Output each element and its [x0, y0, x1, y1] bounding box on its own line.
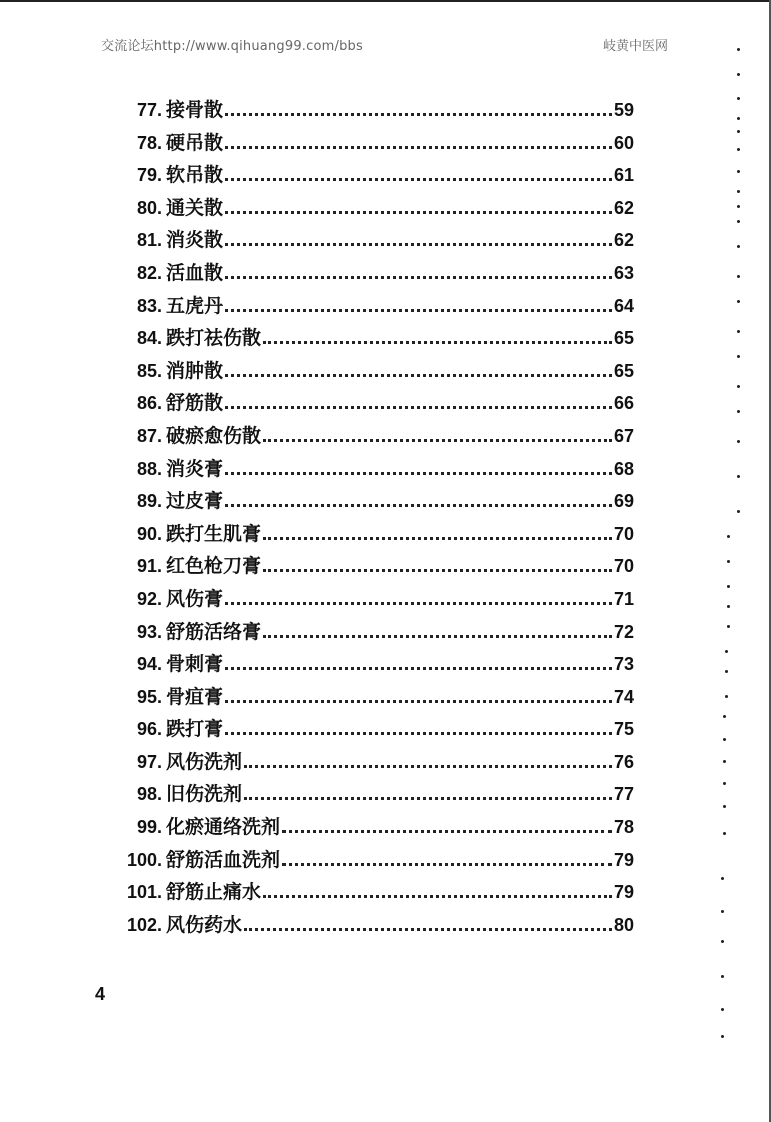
scan-speck: [737, 48, 740, 51]
scan-speck: [723, 760, 726, 763]
toc-entry: [100, 845, 640, 878]
toc-entry-title: 舒筋散: [166, 392, 224, 415]
scan-speck: [737, 220, 740, 223]
toc-entry-title: 舒筋活络膏: [166, 620, 262, 643]
toc-entry-title: 舒筋活血洗剂: [166, 848, 281, 871]
toc-entry-number: 84.: [136, 328, 162, 349]
toc-dot-leader: [225, 275, 612, 279]
toc-entry-number: 77.: [136, 100, 162, 120]
toc-entry-number: 81.: [136, 230, 162, 251]
toc-entry-number: 100.: [126, 849, 162, 870]
toc-dot-leader: [225, 666, 612, 670]
scan-speck: [723, 782, 726, 785]
toc-entry-number: 96.: [136, 719, 162, 740]
toc-dot-leader: [282, 862, 612, 866]
toc-entry-page: 76: [614, 751, 635, 772]
toc-entry: [100, 584, 640, 617]
toc-entry: [100, 258, 640, 291]
toc-entry-number: 80.: [136, 197, 162, 218]
toc-entry: [100, 812, 640, 845]
toc-entry-number: 94.: [136, 654, 162, 675]
toc-entry-title: 跌打生肌膏: [166, 522, 262, 545]
toc-entry-number: 79.: [136, 165, 162, 186]
toc-entry-number: 82.: [136, 262, 162, 283]
scan-speck: [721, 940, 724, 943]
scan-speck: [737, 475, 740, 478]
toc-entry: [100, 877, 640, 910]
toc-entry-title: 破瘀愈伤散: [166, 424, 262, 447]
toc-dot-leader: [225, 503, 612, 507]
toc-dot-leader: [225, 601, 612, 605]
toc-entry-number: 98.: [136, 784, 162, 805]
toc-dot-leader: [244, 927, 612, 931]
toc-entry: [100, 519, 640, 552]
toc-entry-title: 风伤膏: [166, 587, 224, 610]
toc-entry-title: 骨疽膏: [166, 685, 224, 708]
toc-entry-page: 70: [614, 523, 635, 544]
toc-entry-number: 86.: [136, 393, 162, 414]
toc-entry-title: 舒筋止痛水: [166, 881, 262, 904]
toc-entry-page: 61: [614, 165, 635, 186]
toc-entry: [100, 323, 640, 356]
scan-speck: [727, 535, 730, 538]
toc-dot-leader: [244, 796, 612, 800]
toc-entry-title: 骨刺膏: [166, 653, 224, 676]
toc-entry-page: 65: [614, 360, 635, 381]
toc-entry-page: 72: [614, 621, 635, 642]
scan-speck: [737, 300, 740, 303]
forum-header-link[interactable]: 交流论坛http://www.qihuang99.com/bbs: [101, 39, 363, 54]
scan-speck: [737, 385, 740, 388]
toc-dot-leader: [263, 536, 612, 540]
toc-entry-page: 60: [614, 132, 635, 153]
toc-entry: [100, 486, 640, 519]
toc-entry: [100, 291, 640, 324]
scan-speck: [721, 1008, 724, 1011]
scan-speck: [725, 650, 728, 653]
scan-speck: [721, 910, 724, 913]
toc-entry: [100, 388, 640, 421]
scan-speck: [737, 330, 740, 333]
scan-speck: [737, 275, 740, 278]
page-number: 4: [95, 984, 106, 1004]
toc-entry: [100, 421, 640, 454]
scan-speck: [737, 117, 740, 120]
table-of-contents: [100, 95, 640, 942]
toc-entry-title: 接骨散: [166, 99, 224, 121]
toc-dot-leader: [263, 438, 612, 442]
scan-speck: [727, 625, 730, 628]
toc-dot-leader: [225, 210, 612, 214]
scan-speck: [737, 190, 740, 193]
toc-entry-number: 99.: [136, 817, 162, 838]
toc-entry-page: 79: [614, 849, 635, 870]
toc-entry: [100, 551, 640, 584]
scan-speck: [737, 510, 740, 513]
toc-entry: [100, 617, 640, 650]
toc-entry-number: 83.: [136, 295, 162, 316]
toc-entry-number: 90.: [136, 523, 162, 544]
toc-entry-title: 化瘀通络洗剂: [166, 816, 281, 839]
toc-entry-page: 74: [614, 686, 635, 707]
scan-speck: [737, 205, 740, 208]
toc-entry: [100, 454, 640, 487]
toc-dot-leader: [282, 829, 612, 833]
scan-speck: [737, 97, 740, 100]
scan-speck: [737, 73, 740, 76]
toc-entry-title: 跌打祛伤散: [166, 327, 262, 350]
scan-speck: [737, 440, 740, 443]
toc-entry-title: 五虎丹: [166, 294, 224, 317]
toc-entry-page: 77: [614, 784, 635, 805]
scan-speck: [727, 560, 730, 563]
scan-speck: [737, 148, 740, 151]
toc-entry-title: 风伤洗剂: [166, 750, 243, 773]
toc-entry-page: 62: [614, 197, 635, 218]
toc-entry: [100, 128, 640, 161]
scan-speck: [737, 130, 740, 133]
toc-entry-title: 旧伤洗剂: [166, 783, 243, 806]
toc-entry-page: 70: [614, 556, 635, 577]
toc-entry: [100, 714, 640, 747]
toc-entry-number: 78.: [136, 132, 162, 153]
toc-entry-page: 59: [614, 100, 635, 120]
toc-entry-number: 92.: [136, 588, 162, 609]
scan-speck: [721, 1035, 724, 1038]
toc-entry: [100, 779, 640, 812]
toc-dot-leader: [263, 634, 612, 638]
toc-entry-number: 91.: [136, 556, 162, 577]
scan-speck: [725, 670, 728, 673]
scan-speck: [737, 355, 740, 358]
toc-dot-leader: [225, 405, 612, 409]
toc-dot-leader: [263, 340, 612, 344]
toc-dot-leader: [263, 894, 612, 898]
toc-entry: [100, 682, 640, 715]
toc-dot-leader: [225, 308, 612, 312]
toc-entry-number: 101.: [126, 882, 162, 903]
toc-dot-leader: [263, 568, 612, 572]
scan-speck: [723, 805, 726, 808]
toc-entry: [100, 356, 640, 389]
toc-entry-number: 95.: [136, 686, 162, 707]
toc-entry-number: 93.: [136, 621, 162, 642]
toc-entry-page: 80: [614, 914, 635, 935]
toc-entry-page: 64: [614, 295, 635, 316]
scan-speck: [721, 975, 724, 978]
toc-entry-title: 过皮膏: [166, 490, 224, 513]
toc-dot-leader: [225, 242, 612, 246]
toc-entry: [100, 225, 640, 258]
toc-dot-leader: [225, 145, 612, 149]
toc-entry: [100, 747, 640, 780]
toc-entry-title: 消炎散: [166, 229, 224, 252]
toc-dot-leader: [225, 699, 612, 703]
toc-entry-title: 跌打膏: [166, 718, 224, 741]
toc-entry-title: 红色枪刀膏: [166, 555, 262, 578]
toc-dot-leader: [225, 112, 612, 116]
toc-entry-title: 风伤药水: [166, 913, 243, 936]
scan-speck: [723, 738, 726, 741]
toc-entry-title: 消炎膏: [166, 457, 224, 480]
toc-entry-title: 消肿散: [166, 359, 224, 382]
toc-dot-leader: [244, 764, 612, 768]
toc-entry-page: 73: [614, 654, 635, 675]
toc-entry-title: 软吊散: [166, 164, 224, 187]
scan-speck: [737, 410, 740, 413]
site-header-name: 岐黄中医网: [603, 39, 669, 54]
scan-speck: [723, 832, 726, 835]
scan-speck: [737, 170, 740, 173]
toc-entry-page: 67: [614, 425, 635, 446]
toc-entry-number: 97.: [136, 751, 162, 772]
toc-dot-leader: [225, 731, 612, 735]
toc-entry-number: 88.: [136, 458, 162, 479]
toc-entry-page: 71: [614, 588, 635, 609]
toc-entry-page: 78: [614, 817, 635, 838]
toc-entry-page: 79: [614, 882, 635, 903]
toc-entry-title: 通关散: [166, 196, 224, 219]
toc-entry-page: 68: [614, 458, 635, 479]
toc-entry-number: 102.: [126, 914, 162, 935]
toc-dot-leader: [225, 373, 612, 377]
scan-speck: [721, 877, 724, 880]
toc-entry-page: 69: [614, 491, 635, 512]
scan-speck: [725, 695, 728, 698]
toc-dot-leader: [225, 471, 612, 475]
scan-speck: [723, 715, 726, 718]
toc-entry-page: 66: [614, 393, 635, 414]
toc-entry-page: 63: [614, 262, 635, 283]
toc-entry: [100, 649, 640, 682]
toc-entry-page: 62: [614, 230, 635, 251]
scan-speck: [737, 245, 740, 248]
toc-entry-title: 硬吊散: [166, 131, 224, 154]
toc-entry-number: 87.: [136, 425, 162, 446]
toc-entry-number: 89.: [136, 491, 162, 512]
scan-speck: [727, 605, 730, 608]
toc-entry-page: 75: [614, 719, 635, 740]
toc-dot-leader: [225, 177, 612, 181]
toc-entry: [100, 95, 640, 128]
scan-speck: [727, 585, 730, 588]
toc-entry: [100, 910, 640, 943]
toc-entry-title: 活血散: [166, 261, 224, 284]
page-top-border: [0, 0, 771, 2]
toc-entry-number: 85.: [136, 360, 162, 381]
toc-entry: [100, 160, 640, 193]
toc-entry-page: 65: [614, 328, 635, 349]
toc-entry: [100, 193, 640, 226]
